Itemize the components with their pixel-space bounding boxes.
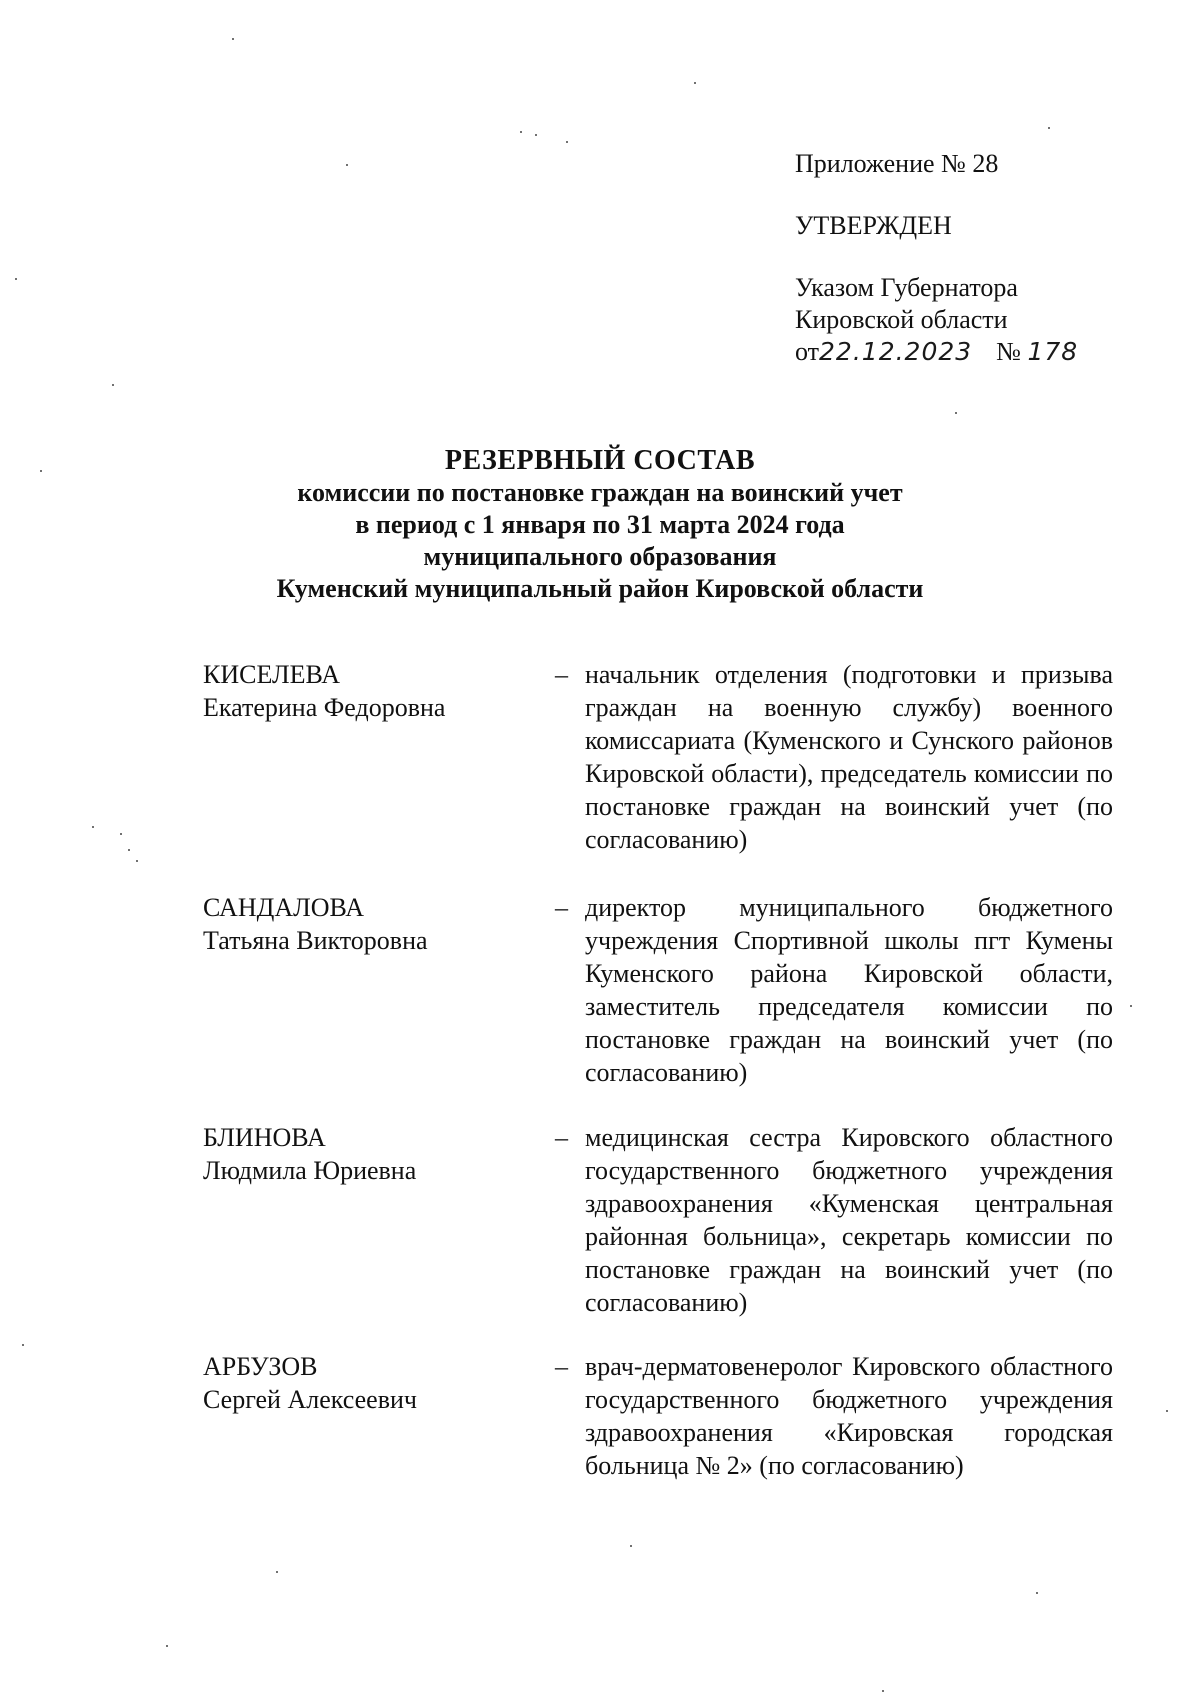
- scan-speck: [40, 470, 42, 472]
- scan-speck: [1036, 1592, 1038, 1594]
- member-dash: –: [555, 1123, 568, 1152]
- decree-date-line: [795, 336, 1078, 368]
- scan-speck: [136, 860, 138, 862]
- scan-speck: [1130, 1005, 1132, 1007]
- member-description: врач-дерматовенеролог Кировского областного государственного бюджетного учреждения здравоохранения «Кировская городская больница № 2» (по согласованию): [585, 1352, 1113, 1480]
- member-surname: БЛИНОВА: [203, 1123, 326, 1152]
- member-given-names: Сергей Алексеевич: [203, 1385, 417, 1414]
- member-dash: –: [555, 893, 568, 922]
- member-dash: –: [555, 1352, 568, 1381]
- member-given-names: Людмила Юриевна: [203, 1156, 417, 1185]
- member-description: начальник отделения (подготовки и призыва граждан на военную службу) военного комиссариата (Куменского и Сунского районов Кировской области), председатель комиссии по постановке граждан на воинский учет (по согласованию): [585, 660, 1113, 854]
- scan-speck: [276, 1571, 278, 1573]
- scan-speck: [882, 1690, 884, 1692]
- decree-line-1: Указом Губернатора: [795, 273, 1018, 302]
- scan-speck: [955, 412, 957, 414]
- scan-speck: [112, 384, 114, 386]
- title-main: РЕЗЕРВНЫЙ СОСТАВ: [444, 445, 756, 476]
- appendix-label: Приложение № 28: [795, 149, 999, 178]
- member-surname: САНДАЛОВА: [203, 893, 365, 922]
- handwritten-date: 22.12.2023: [819, 337, 973, 366]
- scan-speck: [566, 141, 568, 143]
- scan-speck: [520, 131, 522, 133]
- title-line-3: в период с 1 января по 31 марта 2024 года: [355, 510, 845, 539]
- member-name: [203, 658, 543, 724]
- member-name: [203, 1350, 543, 1416]
- handwritten-number: 178: [1027, 337, 1079, 366]
- approved-label: УТВЕРЖДЕН: [795, 211, 952, 240]
- title-line-4: муниципального образования: [423, 542, 777, 571]
- scan-speck: [232, 38, 234, 40]
- member-name: [203, 1121, 543, 1187]
- scan-speck: [22, 1344, 24, 1346]
- member-name: [203, 891, 543, 957]
- title-line-2: комиссии по постановке граждан на воинский учет: [297, 478, 903, 507]
- document-title: [0, 445, 1200, 605]
- approval-header: [795, 148, 1078, 368]
- member-description: медицинская сестра Кировского областного государственного бюджетного учреждения здравоохранения «Куменская центральная районная больница», секретарь комиссии по постановке граждан на воинский учет (по согласованию): [585, 1123, 1113, 1317]
- title-line-5: Куменский муниципальный район Кировской области: [276, 574, 924, 603]
- scan-speck: [128, 849, 130, 851]
- decree-line-2: Кировской области: [795, 305, 1008, 334]
- scan-speck: [15, 278, 17, 280]
- member-surname: АРБУЗОВ: [203, 1352, 318, 1381]
- scan-speck: [120, 833, 122, 835]
- scan-speck: [1166, 1410, 1168, 1412]
- member-dash: –: [555, 660, 568, 689]
- date-prefix: от: [795, 337, 820, 366]
- number-label: №: [996, 337, 1021, 366]
- member-description: директор муниципального бюджетного учреждения Спортивной школы пгт Кумены Куменского района Кировской области, заместитель председателя комиссии по постановке граждан на воинский учет (по согласованию): [585, 893, 1113, 1087]
- scan-speck: [92, 826, 94, 828]
- scan-speck: [166, 1645, 168, 1647]
- member-surname: КИСЕЛЕВА: [203, 660, 340, 689]
- scan-speck: [346, 164, 348, 166]
- scan-speck: [535, 134, 537, 136]
- scan-speck: [694, 82, 696, 84]
- scan-speck: [1048, 127, 1050, 129]
- member-given-names: Татьяна Викторовна: [203, 926, 428, 955]
- scan-speck: [630, 1545, 632, 1547]
- member-given-names: Екатерина Федоровна: [203, 693, 446, 722]
